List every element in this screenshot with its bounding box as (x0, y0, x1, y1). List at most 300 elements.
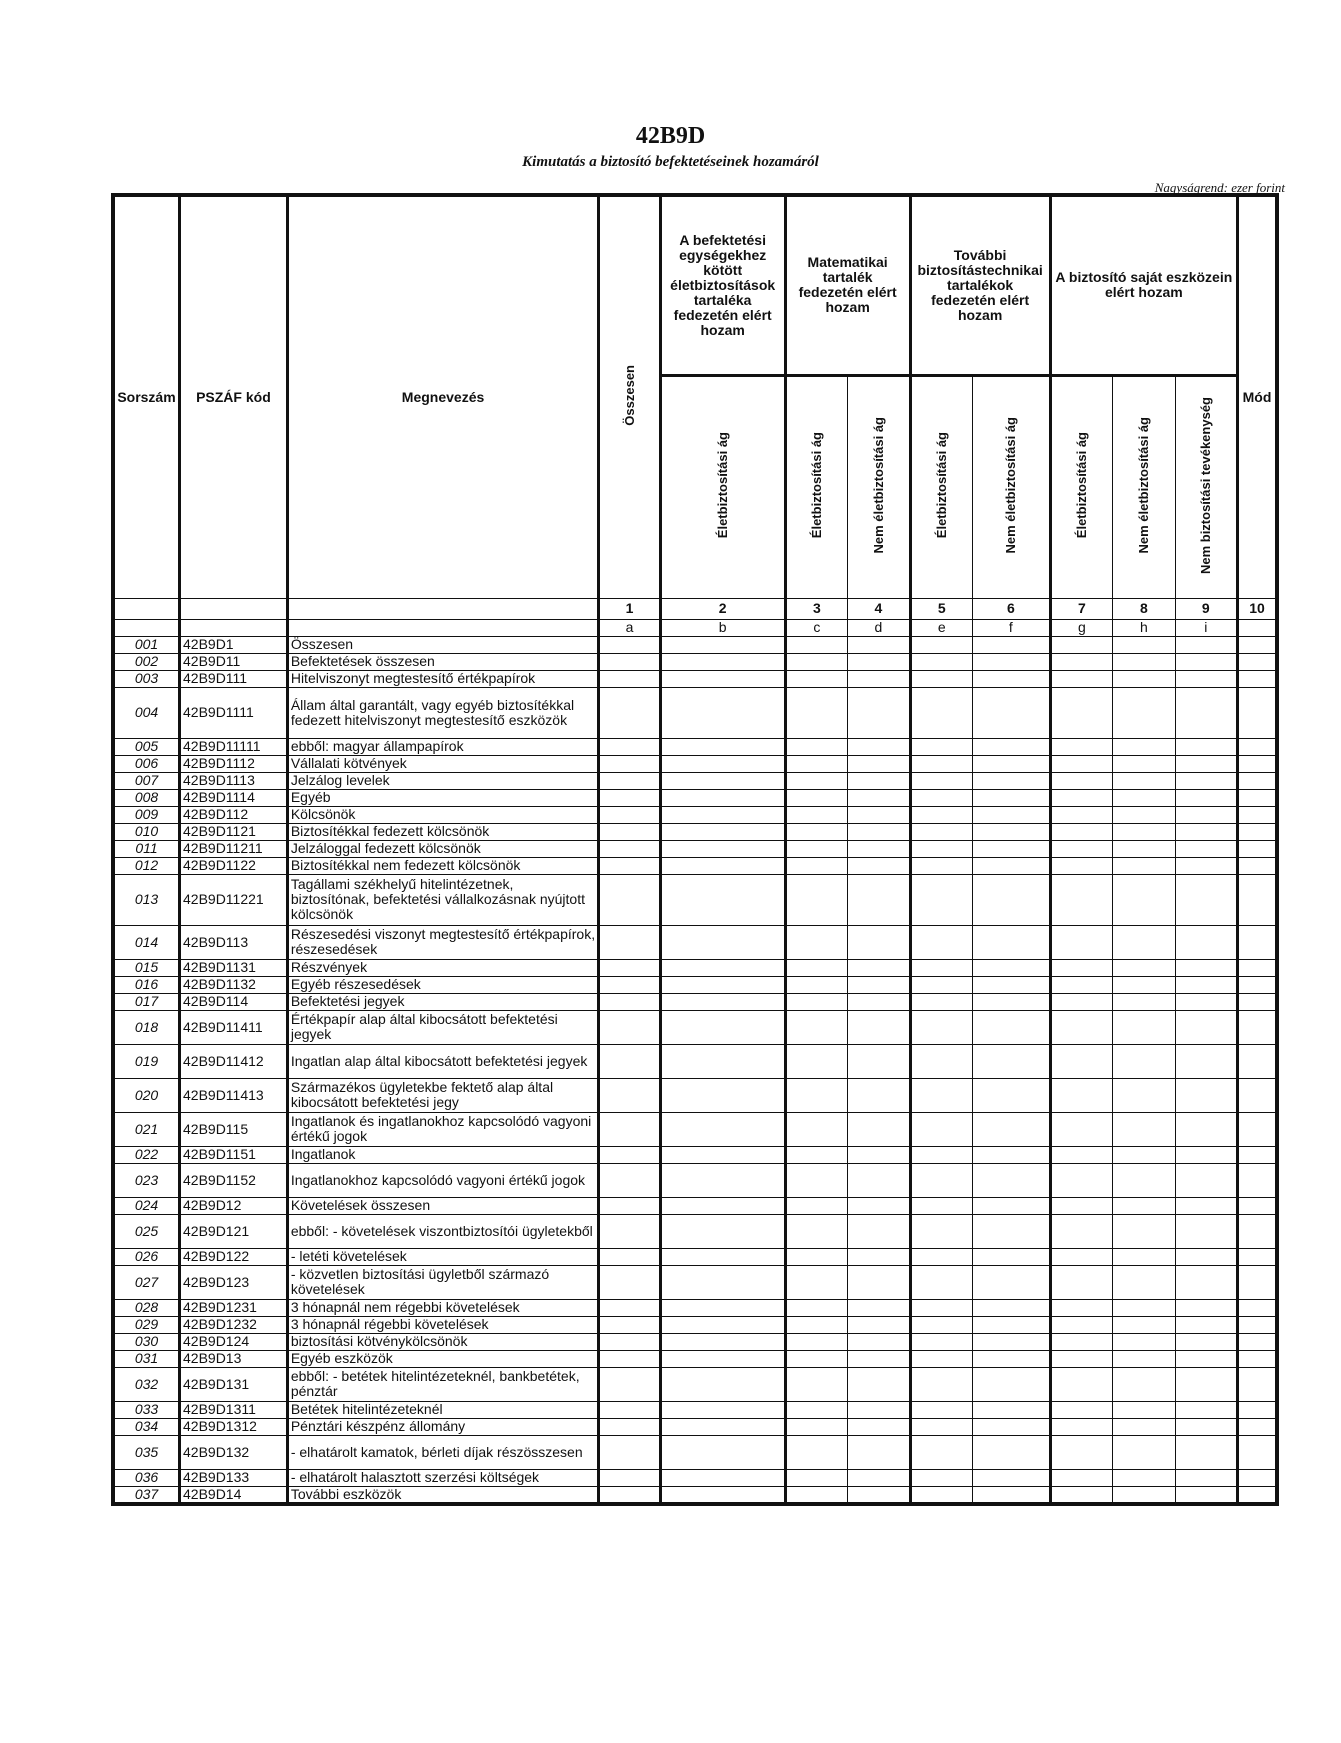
value-cell-col-5[interactable] (910, 738, 972, 755)
value-cell-col-1[interactable] (599, 1316, 660, 1333)
value-cell-col-4[interactable] (848, 1112, 910, 1146)
value-cell-col-10[interactable] (1238, 789, 1277, 806)
value-cell-col-7[interactable] (1050, 959, 1112, 976)
value-cell-col-5[interactable] (910, 823, 972, 840)
value-cell-col-2[interactable] (660, 1299, 785, 1316)
value-cell-col-9[interactable] (1175, 653, 1237, 670)
value-cell-col-5[interactable] (910, 959, 972, 976)
value-cell-col-2[interactable] (660, 959, 785, 976)
value-cell-col-1[interactable] (599, 1265, 660, 1299)
value-cell-col-8[interactable] (1113, 1435, 1175, 1469)
value-cell-col-8[interactable] (1113, 976, 1175, 993)
value-cell-col-4[interactable] (848, 1265, 910, 1299)
value-cell-col-3[interactable] (785, 840, 847, 857)
value-cell-col-6[interactable] (973, 653, 1051, 670)
value-cell-col-7[interactable] (1050, 857, 1112, 874)
value-cell-col-7[interactable] (1050, 1248, 1112, 1265)
value-cell-col-5[interactable] (910, 1333, 972, 1350)
value-cell-col-3[interactable] (785, 653, 847, 670)
value-cell-col-8[interactable] (1113, 1010, 1175, 1044)
value-cell-col-8[interactable] (1113, 772, 1175, 789)
value-cell-col-8[interactable] (1113, 874, 1175, 925)
value-cell-col-3[interactable] (785, 1418, 847, 1435)
value-cell-col-2[interactable] (660, 1367, 785, 1401)
value-cell-col-3[interactable] (785, 993, 847, 1010)
value-cell-col-10[interactable] (1238, 925, 1277, 959)
value-cell-col-4[interactable] (848, 1299, 910, 1316)
value-cell-col-7[interactable] (1050, 789, 1112, 806)
value-cell-col-2[interactable] (660, 857, 785, 874)
value-cell-col-5[interactable] (910, 636, 972, 653)
value-cell-col-7[interactable] (1050, 1333, 1112, 1350)
value-cell-col-4[interactable] (848, 1486, 910, 1504)
value-cell-col-5[interactable] (910, 1350, 972, 1367)
value-cell-col-1[interactable] (599, 1146, 660, 1163)
value-cell-col-6[interactable] (973, 1486, 1051, 1504)
value-cell-col-8[interactable] (1113, 840, 1175, 857)
value-cell-col-4[interactable] (848, 1010, 910, 1044)
value-cell-col-8[interactable] (1113, 653, 1175, 670)
value-cell-col-3[interactable] (785, 755, 847, 772)
value-cell-col-6[interactable] (973, 772, 1051, 789)
value-cell-col-6[interactable] (973, 1146, 1051, 1163)
value-cell-col-1[interactable] (599, 653, 660, 670)
value-cell-col-8[interactable] (1113, 993, 1175, 1010)
value-cell-col-10[interactable] (1238, 1078, 1277, 1112)
value-cell-col-10[interactable] (1238, 1214, 1277, 1248)
value-cell-col-10[interactable] (1238, 1265, 1277, 1299)
value-cell-col-4[interactable] (848, 1401, 910, 1418)
value-cell-col-6[interactable] (973, 1078, 1051, 1112)
value-cell-col-1[interactable] (599, 1112, 660, 1146)
value-cell-col-10[interactable] (1238, 772, 1277, 789)
value-cell-col-4[interactable] (848, 1418, 910, 1435)
value-cell-col-10[interactable] (1238, 670, 1277, 687)
value-cell-col-3[interactable] (785, 1112, 847, 1146)
value-cell-col-5[interactable] (910, 1197, 972, 1214)
value-cell-col-3[interactable] (785, 1044, 847, 1078)
value-cell-col-9[interactable] (1175, 1469, 1237, 1486)
value-cell-col-3[interactable] (785, 1078, 847, 1112)
value-cell-col-8[interactable] (1113, 1248, 1175, 1265)
value-cell-col-2[interactable] (660, 1112, 785, 1146)
value-cell-col-5[interactable] (910, 1299, 972, 1316)
value-cell-col-1[interactable] (599, 636, 660, 653)
value-cell-col-9[interactable] (1175, 1333, 1237, 1350)
value-cell-col-8[interactable] (1113, 1367, 1175, 1401)
value-cell-col-8[interactable] (1113, 1146, 1175, 1163)
value-cell-col-9[interactable] (1175, 1197, 1237, 1214)
value-cell-col-5[interactable] (910, 1078, 972, 1112)
value-cell-col-6[interactable] (973, 1214, 1051, 1248)
value-cell-col-1[interactable] (599, 1197, 660, 1214)
value-cell-col-4[interactable] (848, 874, 910, 925)
value-cell-col-10[interactable] (1238, 806, 1277, 823)
value-cell-col-1[interactable] (599, 1163, 660, 1197)
value-cell-col-5[interactable] (910, 1248, 972, 1265)
value-cell-col-8[interactable] (1113, 1163, 1175, 1197)
value-cell-col-4[interactable] (848, 806, 910, 823)
value-cell-col-6[interactable] (973, 1299, 1051, 1316)
value-cell-col-6[interactable] (973, 1197, 1051, 1214)
value-cell-col-4[interactable] (848, 1197, 910, 1214)
value-cell-col-4[interactable] (848, 1214, 910, 1248)
value-cell-col-10[interactable] (1238, 1486, 1277, 1504)
value-cell-col-8[interactable] (1113, 636, 1175, 653)
value-cell-col-9[interactable] (1175, 1299, 1237, 1316)
value-cell-col-5[interactable] (910, 1010, 972, 1044)
value-cell-col-10[interactable] (1238, 1146, 1277, 1163)
value-cell-col-5[interactable] (910, 840, 972, 857)
value-cell-col-3[interactable] (785, 1146, 847, 1163)
value-cell-col-6[interactable] (973, 1316, 1051, 1333)
value-cell-col-5[interactable] (910, 1316, 972, 1333)
value-cell-col-9[interactable] (1175, 840, 1237, 857)
value-cell-col-5[interactable] (910, 772, 972, 789)
value-cell-col-3[interactable] (785, 1163, 847, 1197)
value-cell-col-7[interactable] (1050, 1197, 1112, 1214)
value-cell-col-10[interactable] (1238, 993, 1277, 1010)
value-cell-col-9[interactable] (1175, 1248, 1237, 1265)
value-cell-col-7[interactable] (1050, 1367, 1112, 1401)
value-cell-col-1[interactable] (599, 1299, 660, 1316)
value-cell-col-8[interactable] (1113, 687, 1175, 738)
value-cell-col-8[interactable] (1113, 1418, 1175, 1435)
value-cell-col-9[interactable] (1175, 857, 1237, 874)
value-cell-col-6[interactable] (973, 1469, 1051, 1486)
value-cell-col-4[interactable] (848, 670, 910, 687)
value-cell-col-1[interactable] (599, 993, 660, 1010)
value-cell-col-2[interactable] (660, 1316, 785, 1333)
value-cell-col-4[interactable] (848, 1367, 910, 1401)
value-cell-col-8[interactable] (1113, 1078, 1175, 1112)
value-cell-col-1[interactable] (599, 687, 660, 738)
value-cell-col-7[interactable] (1050, 823, 1112, 840)
value-cell-col-4[interactable] (848, 1316, 910, 1333)
value-cell-col-2[interactable] (660, 993, 785, 1010)
value-cell-col-1[interactable] (599, 1350, 660, 1367)
value-cell-col-3[interactable] (785, 1486, 847, 1504)
value-cell-col-4[interactable] (848, 1248, 910, 1265)
value-cell-col-6[interactable] (973, 806, 1051, 823)
value-cell-col-7[interactable] (1050, 772, 1112, 789)
value-cell-col-3[interactable] (785, 1214, 847, 1248)
value-cell-col-2[interactable] (660, 1163, 785, 1197)
value-cell-col-6[interactable] (973, 670, 1051, 687)
value-cell-col-3[interactable] (785, 959, 847, 976)
value-cell-col-8[interactable] (1113, 925, 1175, 959)
value-cell-col-6[interactable] (973, 857, 1051, 874)
value-cell-col-8[interactable] (1113, 959, 1175, 976)
value-cell-col-5[interactable] (910, 755, 972, 772)
value-cell-col-6[interactable] (973, 1418, 1051, 1435)
value-cell-col-5[interactable] (910, 1112, 972, 1146)
value-cell-col-3[interactable] (785, 670, 847, 687)
value-cell-col-3[interactable] (785, 1401, 847, 1418)
value-cell-col-2[interactable] (660, 1197, 785, 1214)
value-cell-col-10[interactable] (1238, 653, 1277, 670)
value-cell-col-9[interactable] (1175, 1078, 1237, 1112)
value-cell-col-8[interactable] (1113, 1044, 1175, 1078)
value-cell-col-3[interactable] (785, 976, 847, 993)
value-cell-col-9[interactable] (1175, 1163, 1237, 1197)
value-cell-col-2[interactable] (660, 1486, 785, 1504)
value-cell-col-1[interactable] (599, 670, 660, 687)
value-cell-col-5[interactable] (910, 1044, 972, 1078)
value-cell-col-10[interactable] (1238, 1469, 1277, 1486)
value-cell-col-4[interactable] (848, 823, 910, 840)
value-cell-col-7[interactable] (1050, 1214, 1112, 1248)
value-cell-col-1[interactable] (599, 959, 660, 976)
value-cell-col-10[interactable] (1238, 1197, 1277, 1214)
value-cell-col-3[interactable] (785, 1299, 847, 1316)
value-cell-col-10[interactable] (1238, 1418, 1277, 1435)
value-cell-col-10[interactable] (1238, 1112, 1277, 1146)
value-cell-col-8[interactable] (1113, 1112, 1175, 1146)
value-cell-col-6[interactable] (973, 687, 1051, 738)
value-cell-col-4[interactable] (848, 840, 910, 857)
value-cell-col-1[interactable] (599, 1078, 660, 1112)
value-cell-col-6[interactable] (973, 1248, 1051, 1265)
value-cell-col-6[interactable] (973, 925, 1051, 959)
value-cell-col-4[interactable] (848, 1435, 910, 1469)
value-cell-col-4[interactable] (848, 687, 910, 738)
value-cell-col-2[interactable] (660, 755, 785, 772)
value-cell-col-7[interactable] (1050, 738, 1112, 755)
value-cell-col-1[interactable] (599, 1486, 660, 1504)
value-cell-col-2[interactable] (660, 1401, 785, 1418)
value-cell-col-10[interactable] (1238, 738, 1277, 755)
value-cell-col-3[interactable] (785, 1316, 847, 1333)
value-cell-col-9[interactable] (1175, 772, 1237, 789)
value-cell-col-2[interactable] (660, 636, 785, 653)
value-cell-col-1[interactable] (599, 1248, 660, 1265)
value-cell-col-3[interactable] (785, 1197, 847, 1214)
value-cell-col-9[interactable] (1175, 1112, 1237, 1146)
value-cell-col-7[interactable] (1050, 874, 1112, 925)
value-cell-col-1[interactable] (599, 772, 660, 789)
value-cell-col-3[interactable] (785, 738, 847, 755)
value-cell-col-1[interactable] (599, 755, 660, 772)
value-cell-col-10[interactable] (1238, 1333, 1277, 1350)
value-cell-col-7[interactable] (1050, 1299, 1112, 1316)
value-cell-col-9[interactable] (1175, 1316, 1237, 1333)
value-cell-col-6[interactable] (973, 1265, 1051, 1299)
value-cell-col-1[interactable] (599, 1044, 660, 1078)
value-cell-col-2[interactable] (660, 1146, 785, 1163)
value-cell-col-6[interactable] (973, 959, 1051, 976)
value-cell-col-9[interactable] (1175, 687, 1237, 738)
value-cell-col-10[interactable] (1238, 636, 1277, 653)
value-cell-col-5[interactable] (910, 874, 972, 925)
value-cell-col-8[interactable] (1113, 1350, 1175, 1367)
value-cell-col-2[interactable] (660, 738, 785, 755)
value-cell-col-2[interactable] (660, 976, 785, 993)
value-cell-col-4[interactable] (848, 636, 910, 653)
value-cell-col-6[interactable] (973, 1350, 1051, 1367)
value-cell-col-3[interactable] (785, 806, 847, 823)
value-cell-col-3[interactable] (785, 636, 847, 653)
value-cell-col-9[interactable] (1175, 670, 1237, 687)
value-cell-col-2[interactable] (660, 925, 785, 959)
value-cell-col-10[interactable] (1238, 755, 1277, 772)
value-cell-col-4[interactable] (848, 772, 910, 789)
value-cell-col-7[interactable] (1050, 1078, 1112, 1112)
value-cell-col-5[interactable] (910, 1418, 972, 1435)
value-cell-col-10[interactable] (1238, 1044, 1277, 1078)
value-cell-col-10[interactable] (1238, 840, 1277, 857)
value-cell-col-4[interactable] (848, 1469, 910, 1486)
value-cell-col-9[interactable] (1175, 1367, 1237, 1401)
value-cell-col-7[interactable] (1050, 1112, 1112, 1146)
value-cell-col-1[interactable] (599, 1469, 660, 1486)
value-cell-col-6[interactable] (973, 823, 1051, 840)
value-cell-col-7[interactable] (1050, 993, 1112, 1010)
value-cell-col-7[interactable] (1050, 1435, 1112, 1469)
value-cell-col-8[interactable] (1113, 1333, 1175, 1350)
value-cell-col-4[interactable] (848, 925, 910, 959)
value-cell-col-2[interactable] (660, 1044, 785, 1078)
value-cell-col-1[interactable] (599, 1401, 660, 1418)
value-cell-col-6[interactable] (973, 1435, 1051, 1469)
value-cell-col-9[interactable] (1175, 1010, 1237, 1044)
value-cell-col-9[interactable] (1175, 823, 1237, 840)
value-cell-col-3[interactable] (785, 1367, 847, 1401)
value-cell-col-1[interactable] (599, 1367, 660, 1401)
value-cell-col-8[interactable] (1113, 1401, 1175, 1418)
value-cell-col-7[interactable] (1050, 1469, 1112, 1486)
value-cell-col-2[interactable] (660, 1418, 785, 1435)
value-cell-col-2[interactable] (660, 1248, 785, 1265)
value-cell-col-10[interactable] (1238, 687, 1277, 738)
value-cell-col-2[interactable] (660, 1265, 785, 1299)
value-cell-col-7[interactable] (1050, 1486, 1112, 1504)
value-cell-col-9[interactable] (1175, 1146, 1237, 1163)
value-cell-col-8[interactable] (1113, 755, 1175, 772)
value-cell-col-8[interactable] (1113, 857, 1175, 874)
value-cell-col-4[interactable] (848, 976, 910, 993)
value-cell-col-5[interactable] (910, 1163, 972, 1197)
value-cell-col-9[interactable] (1175, 874, 1237, 925)
value-cell-col-1[interactable] (599, 789, 660, 806)
value-cell-col-9[interactable] (1175, 925, 1237, 959)
value-cell-col-6[interactable] (973, 755, 1051, 772)
value-cell-col-7[interactable] (1050, 1350, 1112, 1367)
value-cell-col-10[interactable] (1238, 1367, 1277, 1401)
value-cell-col-6[interactable] (973, 1112, 1051, 1146)
value-cell-col-6[interactable] (973, 738, 1051, 755)
value-cell-col-7[interactable] (1050, 925, 1112, 959)
value-cell-col-5[interactable] (910, 1486, 972, 1504)
value-cell-col-2[interactable] (660, 687, 785, 738)
value-cell-col-5[interactable] (910, 687, 972, 738)
value-cell-col-3[interactable] (785, 1010, 847, 1044)
value-cell-col-5[interactable] (910, 806, 972, 823)
value-cell-col-3[interactable] (785, 1350, 847, 1367)
value-cell-col-9[interactable] (1175, 1435, 1237, 1469)
value-cell-col-5[interactable] (910, 1265, 972, 1299)
value-cell-col-1[interactable] (599, 806, 660, 823)
value-cell-col-7[interactable] (1050, 1146, 1112, 1163)
value-cell-col-4[interactable] (848, 857, 910, 874)
value-cell-col-7[interactable] (1050, 1265, 1112, 1299)
value-cell-col-6[interactable] (973, 1163, 1051, 1197)
value-cell-col-7[interactable] (1050, 1010, 1112, 1044)
value-cell-col-7[interactable] (1050, 1163, 1112, 1197)
value-cell-col-3[interactable] (785, 687, 847, 738)
value-cell-col-4[interactable] (848, 1078, 910, 1112)
value-cell-col-10[interactable] (1238, 1163, 1277, 1197)
value-cell-col-6[interactable] (973, 1401, 1051, 1418)
value-cell-col-1[interactable] (599, 823, 660, 840)
value-cell-col-3[interactable] (785, 857, 847, 874)
value-cell-col-6[interactable] (973, 1367, 1051, 1401)
value-cell-col-1[interactable] (599, 976, 660, 993)
value-cell-col-9[interactable] (1175, 806, 1237, 823)
value-cell-col-2[interactable] (660, 823, 785, 840)
value-cell-col-3[interactable] (785, 1265, 847, 1299)
value-cell-col-2[interactable] (660, 789, 785, 806)
value-cell-col-9[interactable] (1175, 1044, 1237, 1078)
value-cell-col-4[interactable] (848, 1333, 910, 1350)
value-cell-col-7[interactable] (1050, 1044, 1112, 1078)
value-cell-col-1[interactable] (599, 1010, 660, 1044)
value-cell-col-2[interactable] (660, 670, 785, 687)
value-cell-col-3[interactable] (785, 925, 847, 959)
value-cell-col-4[interactable] (848, 738, 910, 755)
value-cell-col-10[interactable] (1238, 823, 1277, 840)
value-cell-col-9[interactable] (1175, 738, 1237, 755)
value-cell-col-7[interactable] (1050, 1316, 1112, 1333)
value-cell-col-7[interactable] (1050, 1418, 1112, 1435)
value-cell-col-7[interactable] (1050, 806, 1112, 823)
value-cell-col-4[interactable] (848, 1146, 910, 1163)
value-cell-col-6[interactable] (973, 1333, 1051, 1350)
value-cell-col-3[interactable] (785, 1333, 847, 1350)
value-cell-col-5[interactable] (910, 993, 972, 1010)
value-cell-col-6[interactable] (973, 874, 1051, 925)
value-cell-col-10[interactable] (1238, 976, 1277, 993)
value-cell-col-4[interactable] (848, 1044, 910, 1078)
value-cell-col-4[interactable] (848, 653, 910, 670)
value-cell-col-2[interactable] (660, 1469, 785, 1486)
value-cell-col-6[interactable] (973, 789, 1051, 806)
value-cell-col-8[interactable] (1113, 1316, 1175, 1333)
value-cell-col-9[interactable] (1175, 1350, 1237, 1367)
value-cell-col-5[interactable] (910, 653, 972, 670)
value-cell-col-1[interactable] (599, 1214, 660, 1248)
value-cell-col-5[interactable] (910, 1214, 972, 1248)
value-cell-col-6[interactable] (973, 1044, 1051, 1078)
value-cell-col-3[interactable] (785, 823, 847, 840)
value-cell-col-4[interactable] (848, 1163, 910, 1197)
value-cell-col-1[interactable] (599, 874, 660, 925)
value-cell-col-9[interactable] (1175, 789, 1237, 806)
value-cell-col-5[interactable] (910, 789, 972, 806)
value-cell-col-1[interactable] (599, 925, 660, 959)
value-cell-col-2[interactable] (660, 1010, 785, 1044)
value-cell-col-3[interactable] (785, 1469, 847, 1486)
value-cell-col-9[interactable] (1175, 1214, 1237, 1248)
value-cell-col-9[interactable] (1175, 993, 1237, 1010)
value-cell-col-2[interactable] (660, 874, 785, 925)
value-cell-col-8[interactable] (1113, 823, 1175, 840)
value-cell-col-4[interactable] (848, 755, 910, 772)
value-cell-col-5[interactable] (910, 925, 972, 959)
value-cell-col-6[interactable] (973, 1010, 1051, 1044)
value-cell-col-8[interactable] (1113, 670, 1175, 687)
value-cell-col-1[interactable] (599, 857, 660, 874)
